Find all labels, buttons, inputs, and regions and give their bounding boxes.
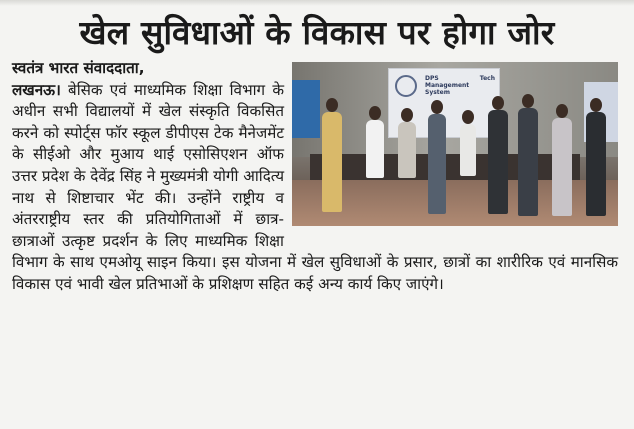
photo-person <box>428 114 446 214</box>
headline: खेल सुविधाओं के विकास पर होगा जोर <box>79 13 555 52</box>
byline: स्वतंत्र भारत संवाददाता, <box>12 59 145 77</box>
news-photo <box>292 62 618 226</box>
photo-person <box>518 108 538 216</box>
photo-person <box>322 112 342 212</box>
article-text: बेसिक एवं माध्यमिक शिक्षा विभाग के अधीन सभी विद्यालयों में खेल संस्कृति विकसित करने को स्पोर्ट्स फॉर स्कूल डीपीएस टेक मैनेजमेंट के सीईओ और मुआय थाई एसोसिएशन ऑफ उत्तर प्रदेश के देवेंद्र सिंह ने मुख्यमंत्री योगी आदित्य नाथ से शिष्टाचार भेंट की। उन्होंने राष्ट्रीय व अंतरराष्ट्रीय स्तर की प्रतियोगिताओं में छात्र-छात्राओं उत्कृष्ट प्रदर्शन के लिए माध्यमिक शिक्षा विभाग के साथ एमओयू साइन किया। इस योजना में खेल सुविधाओं के प्रसार, छात्रों का शारीरिक एवं मानसिक विकास एवं भावी खेल प्रतिभाओं के प्रशिक्षण सहित कई अन्य कार्य किए जाएंगे। <box>12 80 618 293</box>
photo-person <box>398 122 416 178</box>
dateline: लखनऊ। <box>12 80 61 99</box>
photo-person <box>366 120 384 178</box>
photo-side-banner <box>292 80 320 138</box>
photo-banner-text: DPS Tech Management System <box>425 75 495 96</box>
photo-person <box>488 110 508 214</box>
photo-person <box>586 112 606 216</box>
photo-person <box>460 124 476 176</box>
emblem-logo <box>395 75 417 97</box>
article-body <box>12 58 618 296</box>
photo-person <box>552 118 572 216</box>
